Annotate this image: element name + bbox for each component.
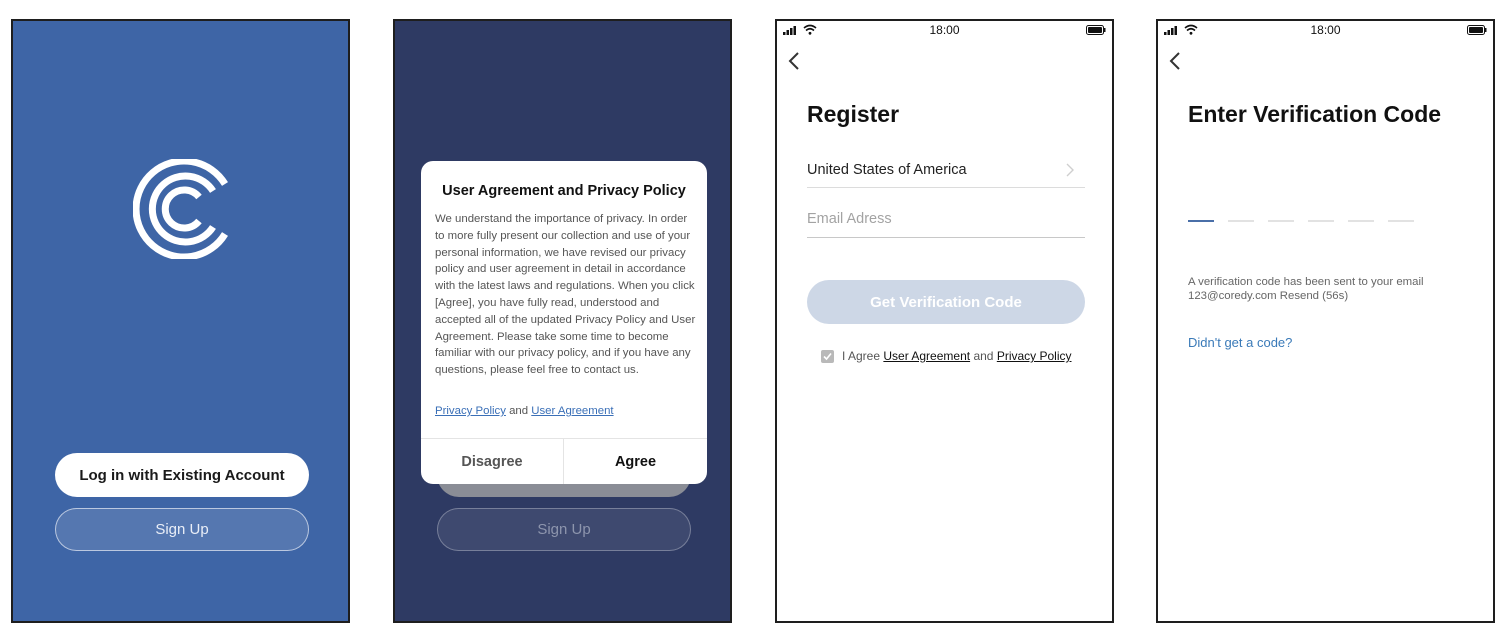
dialog-body: We understand the importance of privacy. In order to more fully present our collection and use of your personal information, we have revised our privacy policy and user agreement in detail in accordance with the latest laws and regulations. When you click [Agree], you have fully read, understood and accepted all of the updated Privacy Policy and User Agreement. Please take some time to become familiar with our privacy policy, and if you have any questions, please feel free to contact us. (435, 213, 696, 377)
and-text: and (509, 405, 529, 417)
email-input[interactable] (807, 211, 1085, 227)
code-sent-email-resend[interactable]: 123@coredy.com Resend (56s) (1188, 290, 1349, 302)
battery-icon (1086, 25, 1106, 35)
page-title: Enter Verification Code (1188, 101, 1442, 127)
code-digit-slot[interactable] (1308, 220, 1334, 222)
privacy-dialog (421, 161, 707, 484)
dialog-title: User Agreement and Privacy Policy (442, 183, 686, 199)
privacy-policy-link[interactable]: Privacy Policy (996, 349, 1072, 363)
back-chevron-icon[interactable] (1168, 51, 1182, 71)
code-sent-message (1188, 275, 1468, 303)
user-agreement-link[interactable]: User Agreement (531, 405, 614, 417)
code-digit-slot[interactable] (1228, 220, 1254, 222)
code-digit-slot[interactable] (1388, 220, 1414, 222)
agree-button[interactable]: Agree (614, 453, 657, 470)
status-time: 18:00 (1310, 23, 1341, 37)
dialog-links (435, 405, 614, 417)
verification-screen (1156, 19, 1495, 623)
privacy-dialog-screen (393, 19, 732, 623)
status-time: 18:00 (929, 23, 960, 37)
login-existing-account-button[interactable]: Log in with Existing Account (55, 453, 309, 497)
privacy-policy-link[interactable]: Privacy Policy (435, 405, 506, 417)
checkbox-checked-icon[interactable] (821, 350, 834, 363)
user-agreement-link[interactable]: User Agreement (883, 349, 971, 363)
register-screen (775, 19, 1114, 623)
code-digit-slot[interactable] (1188, 220, 1214, 222)
back-chevron-icon[interactable] (787, 51, 801, 71)
status-bar (777, 21, 1112, 39)
code-digit-slot[interactable] (1348, 220, 1374, 222)
status-bar (1158, 21, 1493, 39)
agree-prefix: I Agree (842, 349, 881, 363)
didnt-get-code-link[interactable]: Didn't get a code? (1188, 335, 1293, 350)
welcome-screen (11, 19, 350, 623)
sign-up-button[interactable]: Sign Up (55, 508, 309, 551)
sign-up-button: Sign Up (437, 508, 691, 551)
code-digit-slot[interactable] (1268, 220, 1294, 222)
app-logo-icon (133, 159, 233, 259)
get-verification-code-button[interactable]: Get Verification Code (807, 280, 1085, 324)
divider (807, 187, 1085, 188)
disagree-button[interactable]: Disagree (461, 453, 523, 470)
divider (807, 237, 1085, 238)
agreement-row (821, 349, 1072, 363)
battery-icon (1467, 25, 1487, 35)
country-selector[interactable]: United States of America (807, 162, 967, 178)
code-sent-line: A verification code has been sent to your email (1188, 276, 1424, 288)
page-title: Register (807, 101, 900, 127)
chevron-right-icon (1065, 163, 1075, 177)
and-text: and (973, 349, 994, 363)
